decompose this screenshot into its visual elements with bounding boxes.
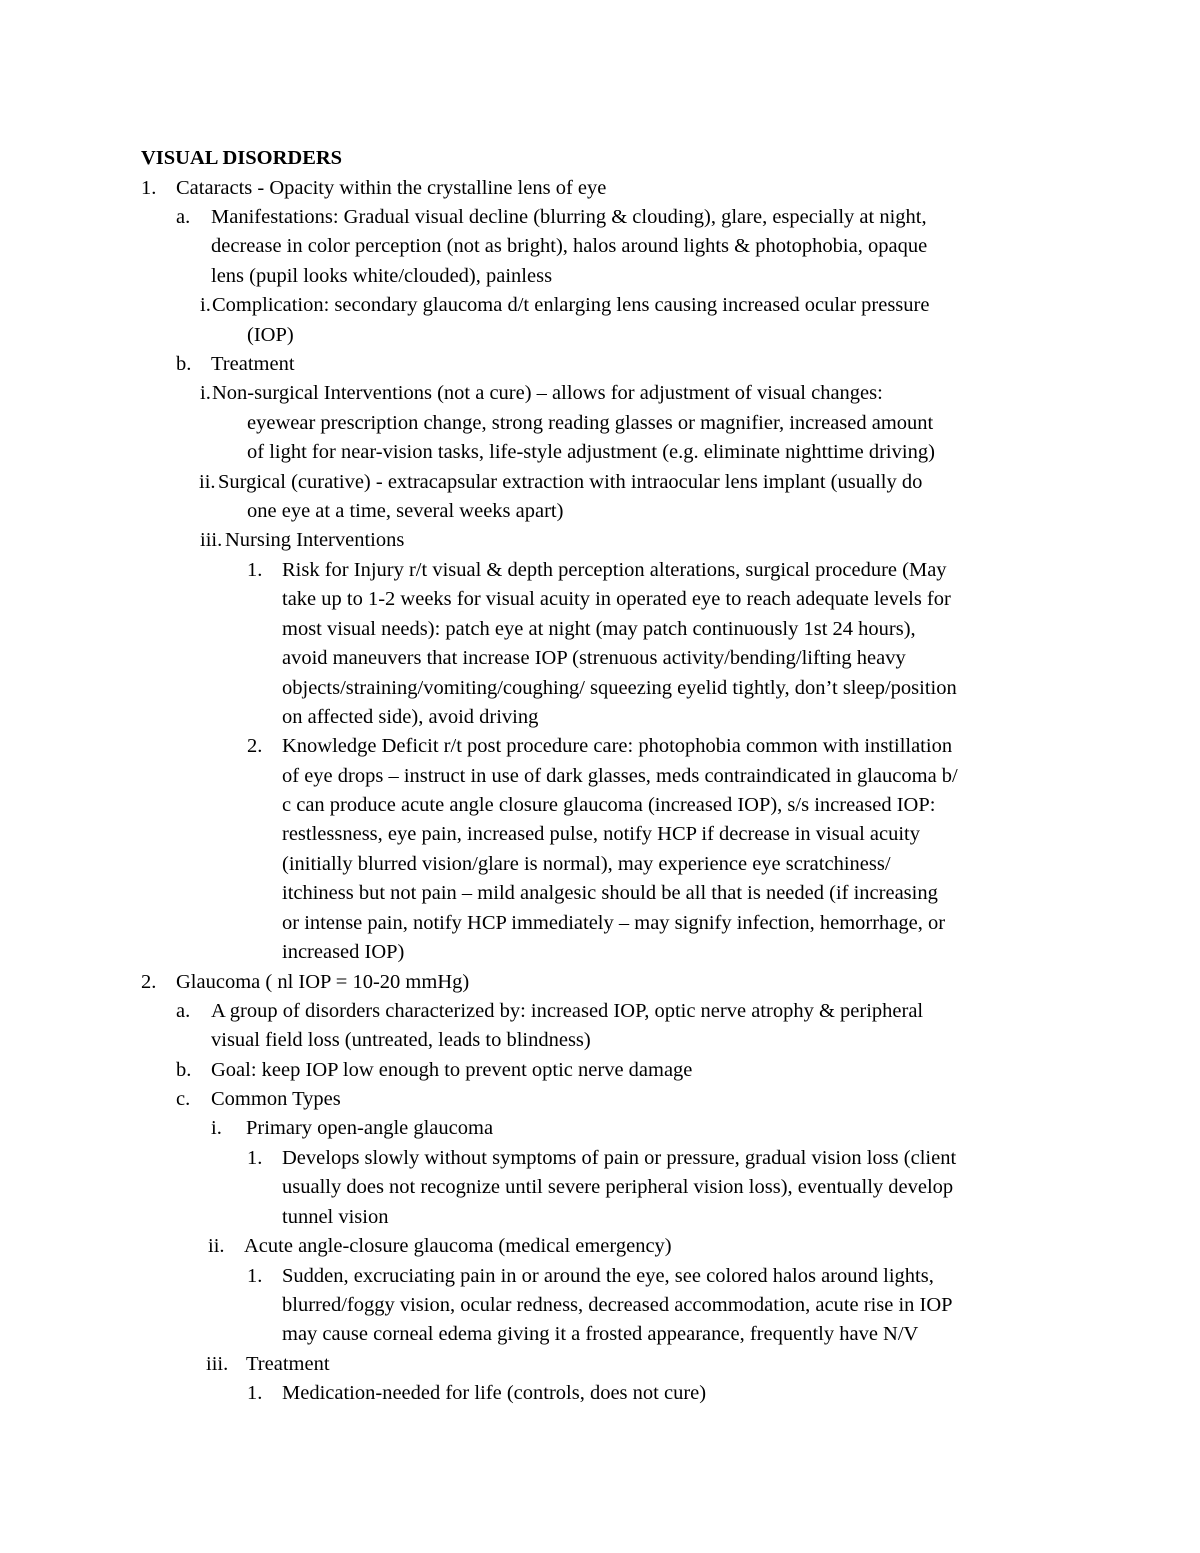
item-1b-iii-2-line: restlessness, eye pain, increased pulse, notify HCP if decrease in visual acuity — [282, 823, 920, 845]
item-2c-iii-1-label: 1. — [247, 1382, 263, 1404]
document-title: VISUAL DISORDERS — [141, 147, 343, 169]
item-1b-iii-2-line: (initially blurred vision/glare is normal), may experience eye scratchiness/ — [282, 853, 891, 875]
section-1-heading: Cataracts - Opacity within the crystalline lens of eye — [176, 177, 607, 199]
item-2c-ii-1-line: may cause corneal edema giving it a frosted appearance, frequently have N/V — [282, 1323, 919, 1345]
item-2c-heading: Common Types — [211, 1088, 341, 1110]
item-1b-iii-1-line: objects/straining/vomiting/coughing/ squeezing eyelid tightly, don’t sleep/position — [282, 677, 957, 699]
item-2a-label: a. — [176, 1000, 191, 1022]
item-2b-line: Goal: keep IOP low enough to prevent optic nerve damage — [211, 1059, 693, 1081]
item-1a-line: Manifestations: Gradual visual decline (blurring & clouding), glare, especially at night, — [211, 206, 927, 228]
item-1b-ii-line: one eye at a time, several weeks apart) — [247, 500, 564, 522]
item-2a-line: A group of disorders characterized by: increased IOP, optic nerve atrophy & peripheral — [211, 1000, 924, 1022]
item-1b-i-line: of light for near-vision tasks, life-style adjustment (e.g. eliminate nighttime driving) — [247, 441, 935, 463]
item-1b-iii-heading: Nursing Interventions — [225, 529, 405, 551]
item-1b-heading: Treatment — [211, 353, 295, 375]
item-1b-iii-2-line: c can produce acute angle closure glaucoma (increased IOP), s/s increased IOP: — [282, 794, 936, 816]
item-1b-ii-label: ii. — [199, 471, 216, 493]
item-2c-label: c. — [176, 1088, 191, 1110]
item-1b-iii-1-line: avoid maneuvers that increase IOP (strenuous activity/bending/lifting heavy — [282, 647, 906, 669]
item-1a-label: a. — [176, 206, 191, 228]
item-1b-iii-1-line: most visual needs): patch eye at night (may patch continuously 1st 24 hours), — [282, 618, 916, 640]
item-2c-i-1-line: usually does not recognize until severe peripheral vision loss), eventually develop — [282, 1176, 954, 1198]
section-2-number: 2. — [141, 971, 157, 993]
item-2c-ii-1-line: Sudden, excruciating pain in or around the eye, see colored halos around lights, — [282, 1265, 934, 1287]
item-2c-i-1-line: Develops slowly without symptoms of pain or pressure, gradual vision loss (client — [282, 1147, 957, 1169]
item-1b-iii-2-line: Knowledge Deficit r/t post procedure care: photophobia common with instillation — [282, 735, 953, 757]
item-1b-iii-2-label: 2. — [247, 735, 263, 757]
item-1b-i-line: Non-surgical Interventions (not a cure) – allows for adjustment of visual changes: — [212, 382, 883, 404]
item-1b-iii-label: iii. — [200, 529, 223, 551]
item-2c-ii-1-line: blurred/foggy vision, ocular redness, decreased accommodation, acute rise in IOP — [282, 1294, 953, 1316]
item-2c-iii-heading: Treatment — [246, 1353, 330, 1375]
item-1a-i-label: i. — [200, 294, 211, 316]
item-1b-iii-2-line: of eye drops – instruct in use of dark glasses, meds contraindicated in glaucoma b/ — [282, 765, 958, 787]
section-1-number: 1. — [141, 177, 157, 199]
item-2b-label: b. — [176, 1059, 192, 1081]
item-1b-label: b. — [176, 353, 192, 375]
item-1a-line: lens (pupil looks white/clouded), painless — [211, 265, 553, 287]
item-1a-line: decrease in color perception (not as bright), halos around lights & photophobia, opaque — [211, 235, 928, 257]
item-1b-iii-2-line: or intense pain, notify HCP immediately – may signify infection, hemorrhage, or — [282, 912, 946, 934]
item-2c-ii-heading: Acute angle-closure glaucoma (medical emergency) — [244, 1235, 672, 1257]
item-2c-i-heading: Primary open-angle glaucoma — [246, 1117, 494, 1139]
item-2c-ii-label: ii. — [208, 1235, 225, 1257]
section-2-heading: Glaucoma ( nl IOP = 10-20 mmHg) — [176, 971, 470, 993]
item-2c-iii-1-line: Medication-needed for life (controls, does not cure) — [282, 1382, 707, 1404]
item-1b-iii-1-line: Risk for Injury r/t visual & depth perception alterations, surgical procedure (May — [282, 559, 947, 581]
item-1b-iii-2-line: increased IOP) — [282, 941, 405, 963]
item-2c-i-label: i. — [211, 1117, 222, 1139]
item-1b-ii-line: Surgical (curative) - extracapsular extraction with intraocular lens implant (usually do — [218, 471, 923, 493]
item-2c-i-1-line: tunnel vision — [282, 1206, 389, 1228]
item-1b-i-line: eyewear prescription change, strong reading glasses or magnifier, increased amount — [247, 412, 934, 434]
item-1b-i-label: i. — [200, 382, 211, 404]
item-2c-i-1-label: 1. — [247, 1147, 263, 1169]
item-2c-ii-1-label: 1. — [247, 1265, 263, 1287]
item-1a-i-line: (IOP) — [247, 324, 294, 346]
item-1a-i-line: Complication: secondary glaucoma d/t enlarging lens causing increased ocular pressure — [212, 294, 930, 316]
item-1b-iii-2-line: itchiness but not pain – mild analgesic should be all that is needed (if increasing — [282, 882, 938, 904]
item-2c-iii-label: iii. — [206, 1353, 229, 1375]
item-1b-iii-1-line: on affected side), avoid driving — [282, 706, 539, 728]
item-2a-line: visual field loss (untreated, leads to blindness) — [211, 1029, 591, 1051]
item-1b-iii-1-label: 1. — [247, 559, 263, 581]
item-1b-iii-1-line: take up to 1-2 weeks for visual acuity in operated eye to reach adequate levels for — [282, 588, 951, 610]
